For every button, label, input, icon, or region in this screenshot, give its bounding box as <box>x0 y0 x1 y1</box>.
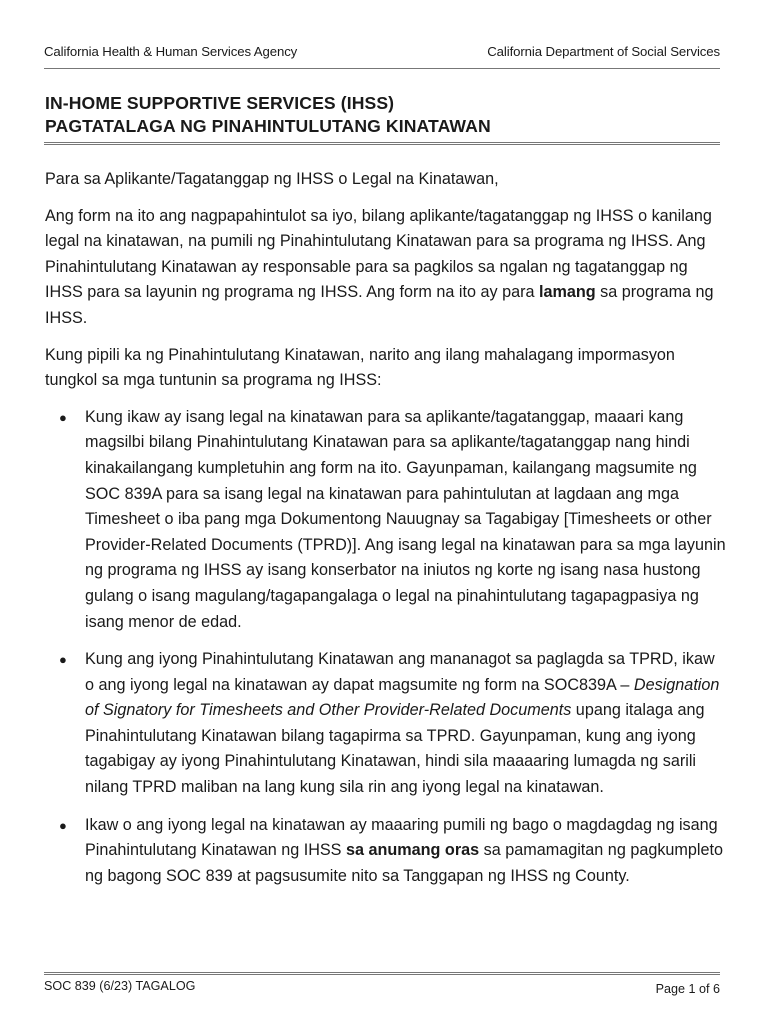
document-title <box>45 92 720 138</box>
rules-intro-paragraph: Kung pipili ka ng Pinahintulutang Kinatawan, narito ang ilang mahalagang impormasyon tungkol sa mga tuntunin sa programa ng IHSS: <box>45 345 675 390</box>
list-item <box>45 405 728 635</box>
title-rule <box>44 142 720 145</box>
form-title-italic: Designation of Signatory for Timesheets and Other Provider-Related Documents <box>85 675 720 720</box>
bullet-icon: ● <box>59 409 67 425</box>
list-item <box>45 647 728 801</box>
list-item-text: Kung ang iyong Pinahintulutang Kinatawan ang mananagot sa paglagda sa TPRD, ikaw o ang iyong legal na kinatawan ay dapat magsumite ng form na SOC839A – <box>85 650 715 694</box>
title-line-1: IN-HOME SUPPORTIVE SERVICES (IHSS) <box>45 93 395 113</box>
intro-text: Ang form na ito ang nagpapahintulot sa iyo, bilang aplikante/tagatanggap ng IHSS o kanilang legal na kinatawan, na pumili ng Pinahintulutang Kinatawan para sa programa ng IHSS. Ang Pinahintulutang Kinatawan ay responsable para sa pagkilos sa ngalan ng tagatanggap ng IHSS para sa layunin ng programa ng IHSS. Ang form na ito ay para <box>45 206 712 302</box>
salutation: Para sa Aplikante/Tagatanggap ng IHSS o Legal na Kinatawan, <box>45 170 499 188</box>
list-item-text: Ikaw o ang iyong legal na kinatawan ay maaaring pumili ng bago o magdagdag ng isang Pinahintulutang Kinatawan ng IHSS <box>85 815 718 860</box>
list-item-text-end: sa pamamagitan ng pagkumpleto ng bagong SOC 839 at pagsusumite nito sa Tanggapan ng IHSS ng County. <box>85 841 724 885</box>
page-footer <box>44 979 720 996</box>
list-item-text: Kung ikaw ay isang legal na kinatawan para sa aplikante/tagatanggap, maaari kang magsilbi bilang Pinahintulutang Kinatawan para sa aplikante/tagatanggap nang hindi kinakailangang kumpletuhin ang form na ito. Gayunpaman, kailangang magsumite ng SOC 839A para sa isang legal na kinatawan para pahintulutan at lagdaan ang mga Timesheet o iba pang mga Dokumentong Nauugnay sa Tagabigay [Timesheets or other Provider-Related Documents (TPRD)]. Ang isang legal na kinatawan para sa mga layunin ng programa ng IHSS ay isang konserbator na iniutos ng korte ng isang nasa hustong gulang o isang magulang/tagapangalaga o legal na pinahintulutang tagapagpasiya ng isang menor de edad. <box>85 407 726 631</box>
bullet-icon: ● <box>59 817 67 833</box>
list-item-emphasis: sa anumang oras <box>345 841 480 860</box>
page-header <box>44 44 720 59</box>
intro-text-end: sa programa ng IHSS. <box>45 283 714 327</box>
department-name: California Department of Social Services <box>487 44 720 59</box>
document-body <box>45 167 728 901</box>
form-id: SOC 839 (6/23) TAGALOG <box>44 979 196 993</box>
bullet-icon: ● <box>59 652 67 668</box>
title-line-2: PAGTATALAGA NG PINAHINTULUTANG KINATAWAN <box>45 116 491 136</box>
page-number: Page 1 of 6 <box>655 982 720 996</box>
header-rule <box>44 68 720 69</box>
list-item-text-end: upang italaga ang Pinahintulutang Kinatawan bilang tagapirma sa TPRD. Gayunpaman, kung ang iyong tagabigay ay iyong Pinahintulutang Kinatawan, hindi sila maaaaring lumagda ng sarili nilang TPRD maliban na lang kung sila rin ang iyong legal na kinatawan. <box>85 701 705 797</box>
list-item <box>45 813 728 890</box>
rules-list <box>45 405 728 890</box>
footer-rule <box>44 972 720 975</box>
intro-emphasis: lamang <box>539 283 596 302</box>
agency-name: California Health & Human Services Agency <box>44 44 298 59</box>
intro-paragraph <box>45 204 728 332</box>
